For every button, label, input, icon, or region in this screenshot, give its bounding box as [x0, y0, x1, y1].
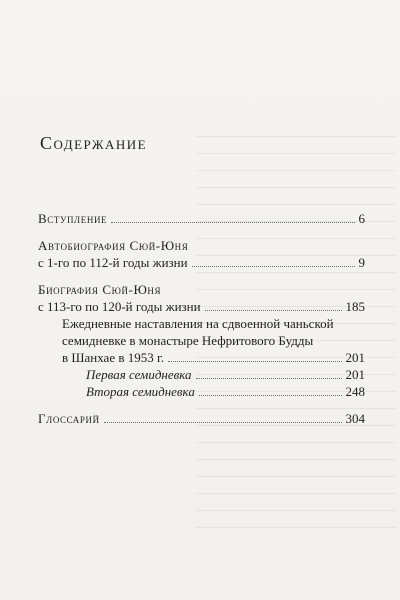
toc-entry-daily-line-1: Ежедневные наставления на сдвоенной чаньской — [62, 316, 334, 331]
leader-dots — [192, 266, 355, 267]
leader-dots — [111, 222, 354, 223]
toc-entry-biography-years — [38, 298, 365, 315]
leader-dots — [199, 395, 342, 396]
toc-page-number: 9 — [358, 255, 365, 270]
toc-entry-first-week — [38, 366, 365, 383]
toc-page-number: 6 — [358, 211, 365, 226]
toc-entry-glossary — [38, 410, 365, 427]
page-title: Содержание — [40, 133, 148, 153]
toc-entry-label: Вступление — [38, 211, 108, 226]
toc-entry-autobiography-years — [38, 254, 365, 271]
leader-dots — [205, 310, 342, 311]
toc-entry-label: с 1-го по 112-й годы жизни — [38, 255, 188, 270]
table-of-contents — [38, 210, 365, 427]
leader-dots — [104, 422, 342, 423]
toc-heading-biography: Биография Сюй-Юня — [38, 282, 162, 297]
toc-heading-autobiography: Автобиография Сюй-Юня — [38, 238, 189, 253]
toc-page-number: 201 — [345, 350, 365, 365]
toc-entry-second-week — [38, 383, 365, 400]
toc-page-number: 201 — [345, 367, 365, 382]
toc-page-number: 248 — [345, 384, 365, 399]
leader-dots — [196, 378, 342, 379]
toc-entry-label: Первая семидневка — [86, 367, 192, 382]
toc-entry-label: в Шанхае в 1953 г. — [62, 350, 165, 365]
toc-entry-label: с 113-го по 120-й годы жизни — [38, 299, 201, 314]
toc-entry-intro — [38, 210, 365, 227]
toc-page-number: 304 — [345, 411, 365, 426]
toc-entry-label: Глоссарий — [38, 411, 100, 426]
toc-entry-label: Вторая семидневка — [86, 384, 195, 399]
leader-dots — [168, 361, 341, 362]
toc-page-number: 185 — [345, 299, 365, 314]
toc-entry-daily-line-3 — [38, 349, 365, 366]
toc-entry-daily-line-2: семидневке в монастыре Нефритового Будды — [62, 333, 314, 348]
